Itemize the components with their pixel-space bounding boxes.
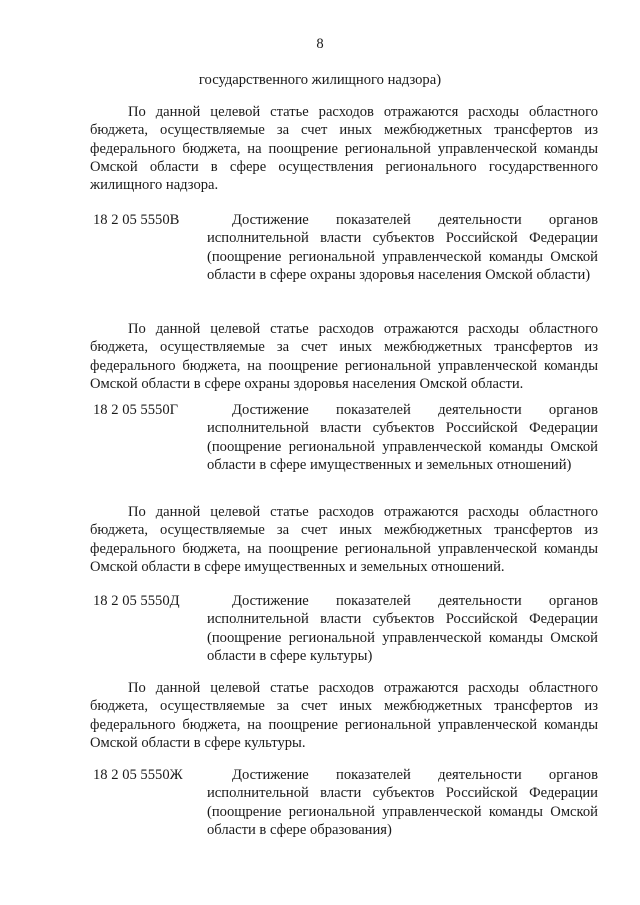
paragraph-2: По данной целевой статье расходов отражаются расходы областного бюджета, осуществляемые за счет иных межбюджетных трансфертов из федерального бюджета, на поощрение региональной управленческой команды Омской области в сфере охраны здоровья населения Омской области. [90,321,598,392]
paragraph-1: По данной целевой статье расходов отражаются расходы областного бюджета, осуществляемые за счет иных межбюджетных трансфертов из федерального бюджета, на поощрение региональной управленческой команды Омской области в сфере осуществления регионального государственного жилищного надзора. [90,104,598,194]
continuation-line: государственного жилищного надзора) [198,72,442,88]
entry-code: 18 2 05 5550В [93,212,180,228]
entry-code: 18 2 05 5550Ж [93,767,183,783]
entry-description: Достижение показателей деятельности органов исполнительной власти субъектов Российской Федерации (поощрение региональной управленческой команды Омской области в сфере имущественных и земельных отношений) [207,402,598,473]
entry-code: 18 2 05 5550Г [93,402,179,418]
entry-description: Достижение показателей деятельности органов исполнительной власти субъектов Российской Федерации (поощрение региональной управленческой команды Омской области в сфере культуры) [207,593,598,664]
paragraph-4: По данной целевой статье расходов отражаются расходы областного бюджета, осуществляемые за счет иных межбюджетных трансфертов из федерального бюджета, на поощрение региональной управленческой команды Омской области в сфере культуры. [90,680,598,751]
page-number: 8 [316,36,324,52]
entry-code: 18 2 05 5550Д [93,593,180,609]
paragraph-3: По данной целевой статье расходов отражаются расходы областного бюджета, осуществляемые за счет иных межбюджетных трансфертов из федерального бюджета, на поощрение региональной управленческой команды Омской области в сфере имущественных и земельных отношений. [90,504,598,575]
entry-description: Достижение показателей деятельности органов исполнительной власти субъектов Российской Федерации (поощрение региональной управленческой команды Омской области в сфере охраны здоровья населения Омской области) [207,212,598,283]
entry-description: Достижение показателей деятельности органов исполнительной власти субъектов Российской Федерации (поощрение региональной управленческой команды Омской области в сфере образования) [207,767,598,838]
